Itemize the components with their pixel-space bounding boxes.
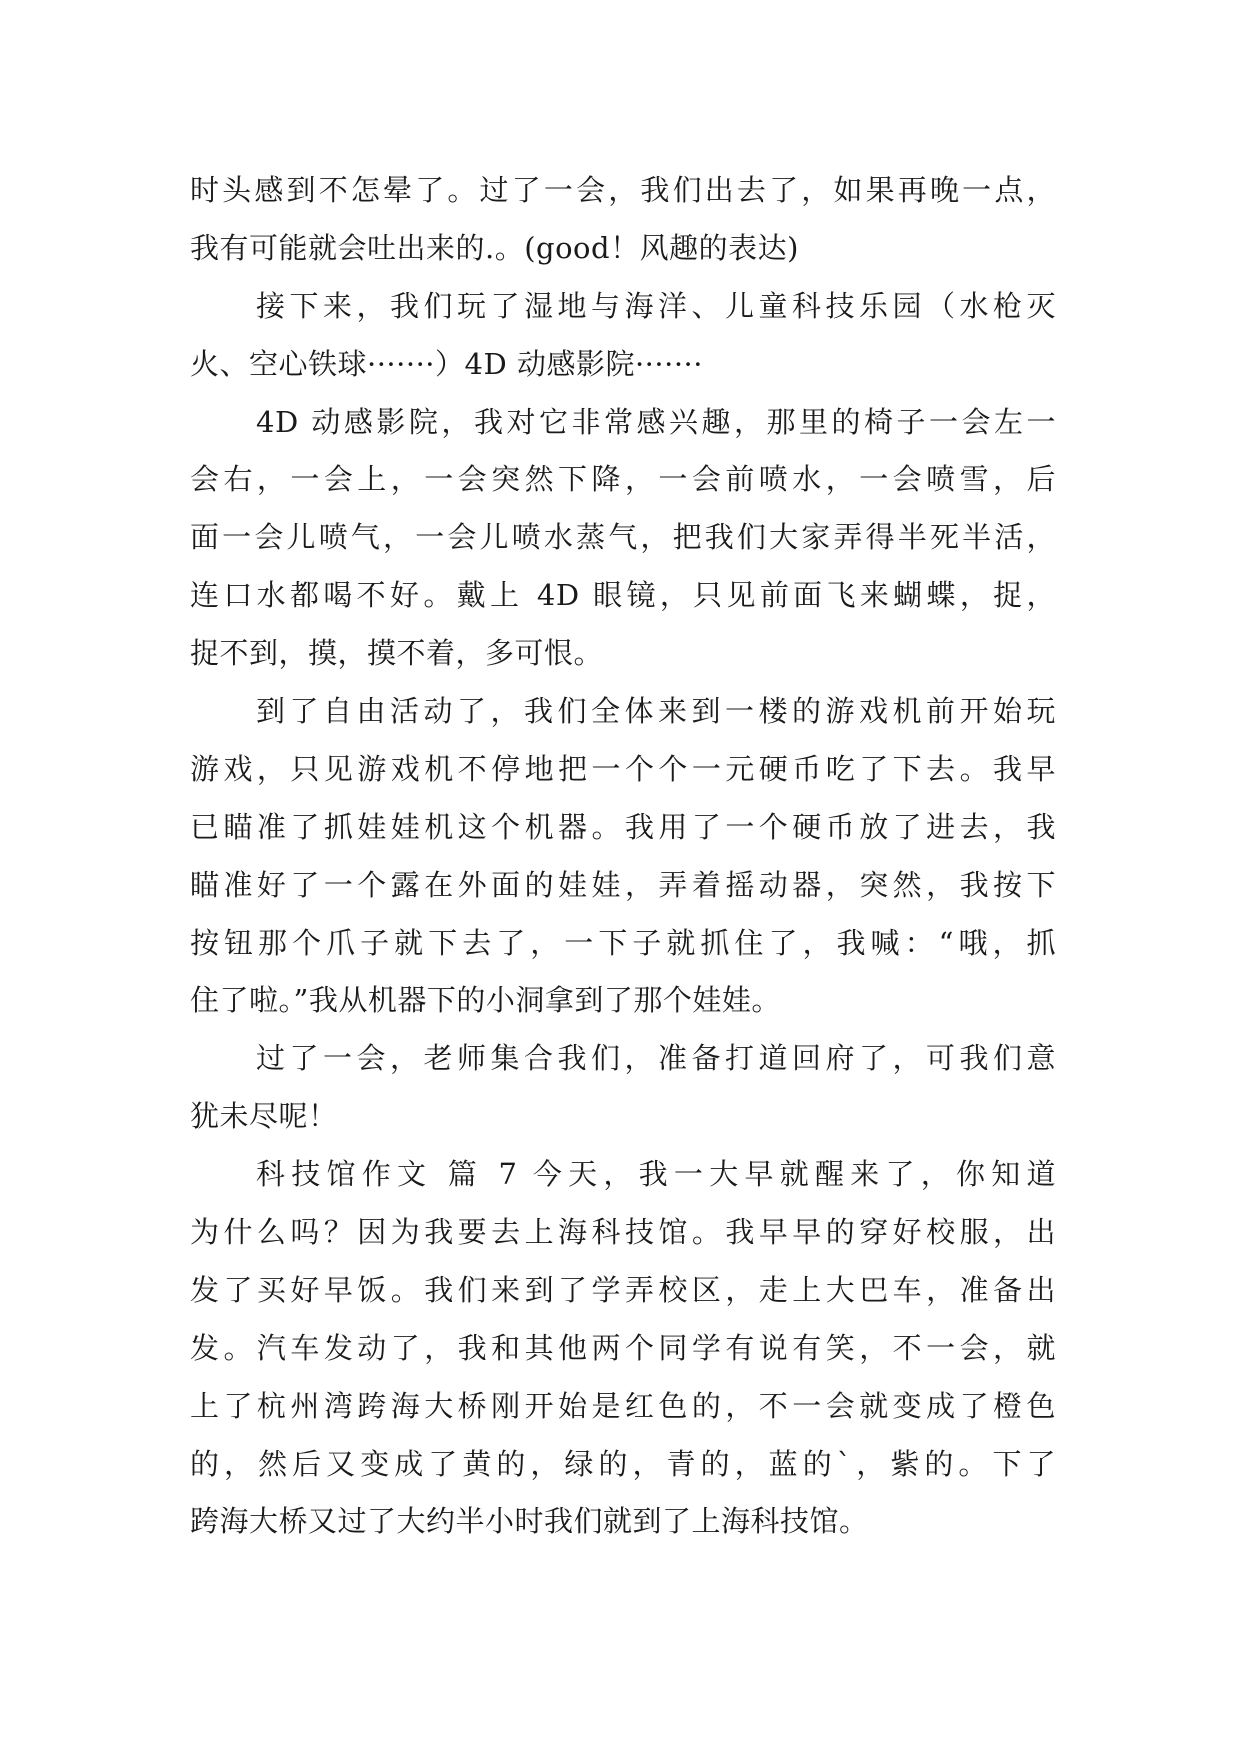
text-line: 捉不到，摸，摸不着，多可恨。 — [190, 636, 604, 671]
text-line: 住了啦。”我从机器下的小洞拿到了那个娃娃。 — [190, 983, 781, 1018]
text-line: 面一会儿喷气，一会儿喷水蒸气，把我们大家弄得半死半活， — [190, 520, 1056, 555]
text-line: 为什么吗？因为我要去上海科技馆。我早早的穿好校服，出 — [190, 1215, 1056, 1250]
text-line: 犹未尽呢！ — [190, 1099, 338, 1134]
text-line: 发了买好早饭。我们来到了学弄校区，走上大巴车，准备出 — [190, 1272, 1056, 1307]
text-line: 按钮那个爪子就下去了，一下子就抓住了，我喊：“哦，抓 — [190, 925, 1056, 960]
text-line: 会右，一会上，一会突然下降，一会前喷水，一会喷雪，后 — [190, 462, 1056, 497]
text-line: 跨海大桥又过了大约半小时我们就到了上海科技馆。 — [190, 1504, 869, 1539]
text-line: 发。汽车发动了，我和其他两个同学有说有笑，不一会，就 — [190, 1330, 1056, 1365]
text-line: 时头感到不怎晕了。过了一会，我们出去了，如果再晚一点， — [190, 173, 1056, 207]
text-line: 科技馆作文 篇 7 今天，我一大早就醒来了，你知道 — [256, 1157, 1056, 1192]
text-line: 上了杭州湾跨海大桥刚开始是红色的，不一会就变成了橙色 — [190, 1388, 1056, 1423]
text-line: 瞄准好了一个露在外面的娃娃，弄着摇动器，突然，我按下 — [190, 867, 1056, 902]
text-line: 4D 动感影院，我对它非常感兴趣，那里的椅子一会左一 — [256, 404, 1056, 439]
text-line: 到了自由活动了，我们全体来到一楼的游戏机前开始玩 — [256, 694, 1056, 729]
text-line: 我有可能就会吐出来的.。(good！风趣的表达) — [190, 230, 799, 265]
text-line: 过了一会，老师集合我们，准备打道回府了，可我们意 — [256, 1041, 1056, 1076]
text-line: 接下来，我们玩了湿地与海洋、儿童科技乐园（水枪灭 — [256, 288, 1056, 323]
text-line: 游戏，只见游戏机不停地把一个个一元硬币吃了下去。我早 — [190, 751, 1056, 786]
text-line: 的，然后又变成了黄的，绿的，青的，蓝的`，紫的。下了 — [190, 1446, 1056, 1481]
text-line: 火、空心铁球·······）4D 动感影院······· — [190, 346, 703, 381]
document-body — [190, 162, 1056, 1551]
text-line: 已瞄准了抓娃娃机这个机器。我用了一个硬币放了进去，我 — [190, 809, 1056, 844]
text-line: 连口水都喝不好。戴上 4D 眼镜，只见前面飞来蝴蝶，捉， — [190, 578, 1056, 613]
